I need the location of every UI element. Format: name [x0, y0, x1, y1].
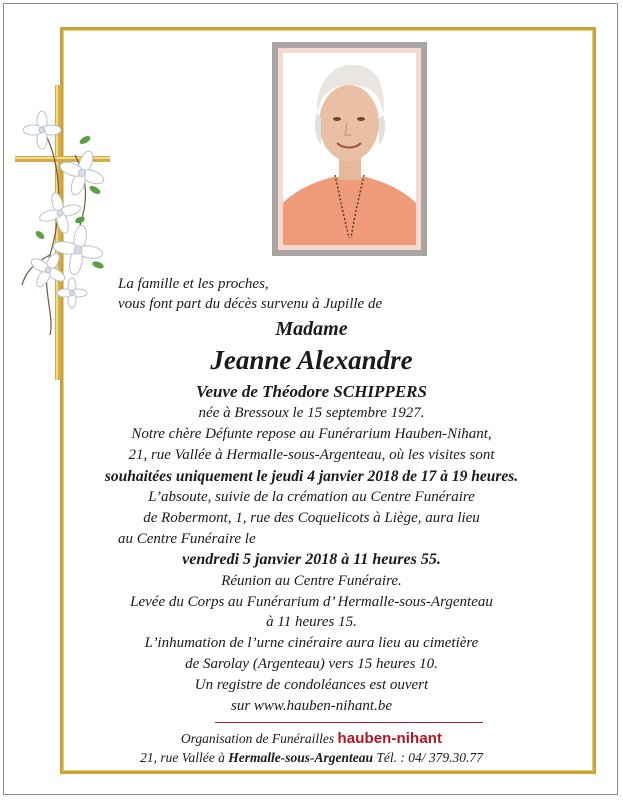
body-line: 21, rue Vallée à Hermalle-sous-Argenteau, où les visites sont [128, 447, 495, 463]
brand-logo: hauben-nihant [337, 730, 443, 747]
body-line: de Sarolay (Argenteau) vers 15 heures 10. [185, 656, 438, 672]
body-line: au Centre Funéraire le [118, 531, 256, 547]
footer-divider [215, 722, 483, 723]
address-town: Hermalle-sous-Argenteau [228, 750, 373, 765]
body-line: Levée du Corps au Funérarium d’ Hermalle-sous-Argenteau [130, 594, 493, 610]
body-line: Un registre de condoléances est ouvert [194, 677, 429, 693]
ceremony-date: vendredi 5 janvier 2018 à 11 heures 55. [182, 551, 441, 568]
visiting-hours: souhaitées uniquement le jeudi 4 janvier 2018 de 17 à 19 heures. [104, 468, 519, 485]
intro-line-1: La famille et les proches, [118, 276, 269, 292]
footer-address [0, 750, 623, 766]
condolences-link[interactable]: sur www.hauben-nihant.be [231, 698, 392, 714]
body-line: L’inhumation de l’urne cinéraire aura lieu au cimetière [144, 635, 479, 651]
body-line: L’absoute, suivie de la crémation au Centre Funéraire [148, 489, 475, 505]
footer-organisation [0, 730, 623, 747]
body-line: de Robermont, 1, rue des Coquelicots à Liège, aura lieu [143, 510, 480, 526]
organisation-label: Organisation de Funérailles [180, 731, 335, 746]
phone-number: Tél. : 04/ 379.30.77 [376, 750, 483, 765]
body-line: à 11 heures 15. [266, 614, 357, 630]
deceased-name: Jeanne Alexandre [210, 345, 413, 375]
address-prefix: 21, rue Vallée à [140, 750, 225, 765]
intro-line-2: vous font part du décès survenu à Jupille de [118, 296, 383, 312]
title-madame: Madame [275, 318, 348, 340]
widow-of: Veuve de Théodore SCHIPPERS [196, 382, 427, 401]
body-line: Notre chère Défunte repose au Funérarium Hauben-Nihant, [131, 426, 492, 442]
birth-line: née à Bressoux le 15 septembre 1927. [198, 405, 425, 421]
body-line: Réunion au Centre Funéraire. [221, 573, 402, 589]
